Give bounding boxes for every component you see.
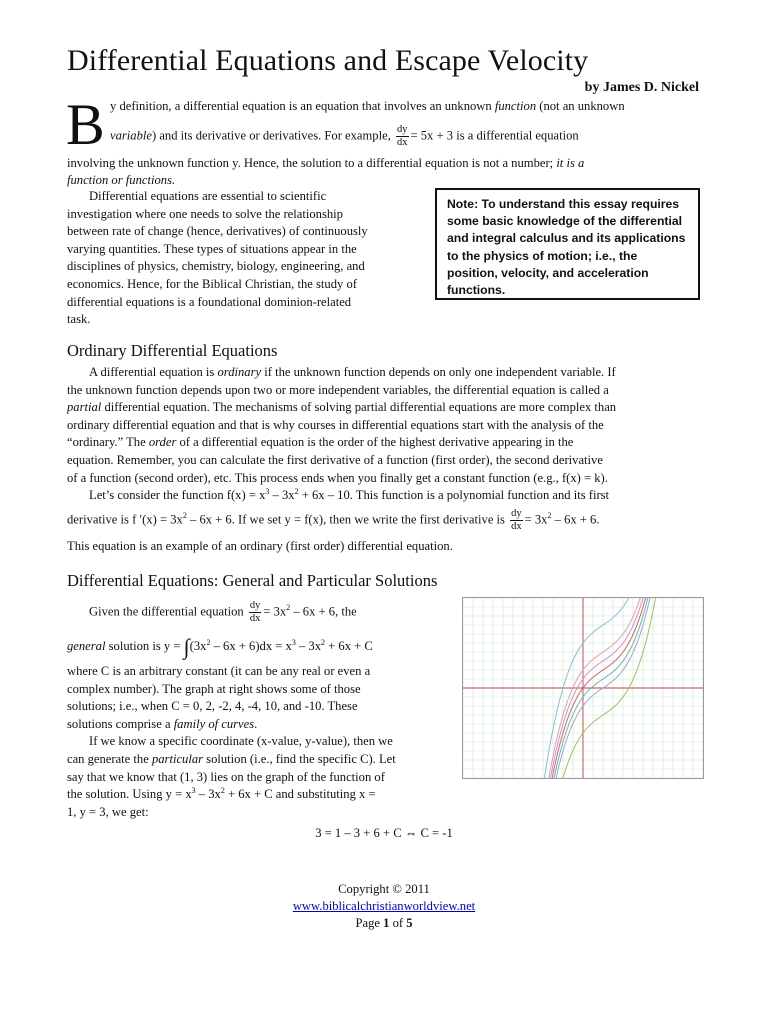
- note-box: Note: To understand this essay requires some basic knowledge of the differential and integral calculus and its applications to the physics of motion; i.e., the position, velocity, and acceleration functions.: [435, 188, 700, 300]
- fraction: $\frac{dy}{dx}$: [511, 508, 522, 532]
- section-1-body: A differential equation is ordinary if the unknown function depends on only one independent variable. If the unknown function depends upon two or more independent variables, the differential equation is called a partial differential equation. The mechanisms of solving partial differential equations are more complex than ordinary differential equation and that is why courses in differential equations start with the analysis of the “ordinary.” The order of a differential equation is the order of the highest derivative appearing in the equation. Remember, you can calculate the first derivative of a function (first order), the second derivative of a function (second order), etc. This process ends when you finally get a constant function (e.g., f(x) = k). Let’s consider the function $f(x) = x^3 - 3x^2 + 6x - 10$. This function is a polynomial function and its first: [67, 365, 617, 503]
- footer-link-line: [0, 898, 768, 915]
- page-title: Differential Equations and Escape Velocity: [67, 44, 589, 77]
- intro-line-3: involving the unknown function y. Hence, the solution to a differential equation is not a number; it is a: [67, 156, 585, 170]
- section-heading-general-particular: Differential Equations: General and Particular Solutions: [67, 571, 438, 590]
- section-2-body: where C is an arbitrary constant (it can be any real or even a complex number). The graph at right shows some of those solutions; i.e., when C = 0, 2, -2, 4, -4, 10, and -10. These solutions comprise a family of curves. If we know a specific coordinate (x-value, y-value), then we can generate the particular solution (i.e., find the specific C). Let say that we know that (1, 3) lies on the graph of the function of the solution. Using $y = x^3 - 3x^2 + 6x + C$ and substituting x = 1, y = 3, we get:: [67, 664, 396, 819]
- intro-line-1: y definition, a differential equation is an equation that involves an unknown function (not an unknown: [110, 99, 625, 113]
- general-solution-line: general solution is $y = \int(3x^2 - 6x + 6)dx = x^3 - 3x^2 + 6x + C$: [67, 634, 373, 660]
- fraction: $\frac{dy}{dx}$: [397, 124, 408, 148]
- drop-cap: B: [66, 92, 105, 157]
- section-1-derivative-line: derivative is f $'(x) = 3x^2 - 6x + 6$. If we set y = f(x), then we write the first derivative is $\frac{dy}{dx}$ = $3x^2 - 6x + 6$.: [67, 508, 600, 532]
- website-link[interactable]: www.biblicalchristianworldview.net: [292, 899, 476, 913]
- paragraph-2: Differential equations are essential to scientific investigation where one needs to solve the relationship between rate of change (hence, derivatives) of continuously varying quantities. These types of situations appear in the disciplines of physics, chemistry, biology, engineering, and economics. Hence, for the Biblical Christian, the study of differential equations is a foundational dominion-related task.: [67, 189, 368, 327]
- graph-svg: [463, 598, 703, 778]
- section-heading-ordinary: Ordinary Differential Equations: [67, 341, 278, 360]
- fraction: $\frac{dy}{dx}$: [249, 600, 261, 624]
- intro-line-2: variable) and its derivative or derivatives. For example, $\frac{dy}{dx}$ = 5x + 3 is a differential equation: [110, 124, 579, 148]
- intro-line-4: function or functions.: [67, 173, 176, 187]
- section-1-last-line: This equation is an example of an ordinary (first order) differential equation.: [67, 539, 453, 553]
- footer-copyright: Copyright © 2011: [338, 882, 430, 896]
- footer-page-number: Page 1 of 5: [355, 916, 413, 930]
- given-equation-line: Given the differential equation $\frac{dy}{dx}$ = $3x^2 - 6x + 6$, the: [89, 600, 357, 624]
- family-of-curves-graph: [462, 597, 704, 779]
- particular-equation: 3 = 1 – 3 + 6 + C ⇔ C = -1: [315, 826, 453, 840]
- byline: by James D. Nickel: [584, 80, 699, 95]
